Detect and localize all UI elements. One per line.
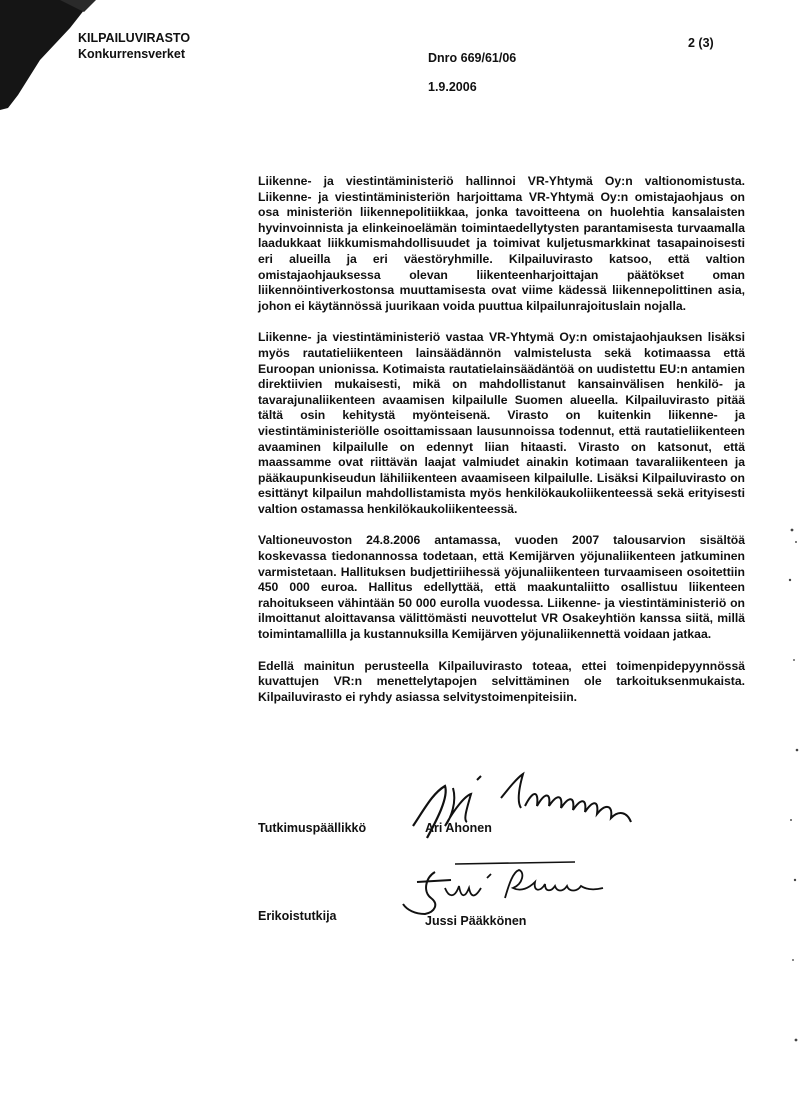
signer-title-2: Erikoistutkija (258, 909, 337, 923)
signer-title-1: Tutkimuspäällikkö (258, 821, 367, 835)
signer-name-1: Ari Ahonen (425, 821, 492, 835)
letter-body (258, 174, 745, 721)
document-number: Dnro 669/61/06 (428, 51, 517, 65)
body-paragraph: Edellä mainitun perusteella Kilpailuvirasto toteaa, ettei toimenpidepyynnössä kuvattujen VR:n menettelytapojen selvittäminen ole tarkoituksenmukaista. Kilpailuvirasto ei ryhdy asiassa selvitystoimenpiteisiin. (258, 658, 745, 704)
body-paragraph: Liikenne- ja viestintäministeriö vastaa VR-Yhtymä Oy:n omistajaohjauksen lisäksi myös rautatieliikenteen lainsäädännön valmistelusta sekä kotimaassa että Euroopan unionissa. Kotimaista rautatielainsäädäntöä on uudistettu EU:n antamien direktiivien mukaisesti, mikä on mahdollistanut kansainvälisen henkilö- ja tavarajunaliikenteen avaamisen kilpailulle Suomen alueella. Kilpailuvirasto pitää tältä osin kehitystä myönteisenä. Virasto on kuitenkin liikenne- ja viestintäministeriölle osoittamissaan lausunnoissa todennut, että rautatieliikenteen avaaminen kilpailulle on edennyt liian hitaasti. Virasto on katsonut, että maassamme ovat riittävän laajat valmiudet ainakin kotimaan tavaraliikenteen ja pääkaupunkiseudun lähiliikenteen avaamiseen kilpailulle. Lisäksi Kilpailuvirasto on esittänyt kilpailun mahdollistamista myös henkilökaukoliikenteessä sekä erityisesti valtion ostamassa henkilökaukoliikenteessä. (258, 330, 745, 516)
scan-edge-noise (778, 520, 800, 1080)
handwritten-signature-2 (395, 858, 615, 918)
org-name-fi: KILPAILUVIRASTO (78, 31, 191, 45)
handwritten-signature-1 (405, 768, 665, 848)
document-date: 1.9.2006 (428, 80, 477, 94)
body-paragraph: Valtioneuvoston 24.8.2006 antamassa, vuoden 2007 talousarvion sisältöä koskevassa tiedonannossa todetaan, että Kemijärven yöjunaliikenteen jatkuminen varmistetaan. Hallituksen budjettiriihessä yöjunaliikenteen turvaamiseen osoitettiin 450 000 euroa. Hallitus edellyttää, että maakuntaliitto osallistuu liikenteen rahoitukseen vähintään 50 000 eurolla vuodessa. Liikenne- ja viestintäministeriö on ilmoittanut aloittavansa välittömästi neuvottelut VR Osakeyhtiön kanssa siitä, millä toimintamallilla ja kustannuksilla Kemijärven yöjunaliikennettä voidaan jatkaa. (258, 533, 745, 642)
organization-header (78, 30, 190, 62)
body-paragraph: Liikenne- ja viestintäministeriö hallinnoi VR-Yhtymä Oy:n valtionomistusta. Liikenne- ja viestintäministeriön harjoittama VR-Yhtymä Oy:n omistajaohjaus on osa ministeriön liikennepolitiikkaa, jonka tavoitteena on huolehtia kansalaisten hyvinvoinnista ja elinkeinoelämän toimintaedellytysten parantamisesta turvaamalla laadukkaat liikkumismahdollisuudet ja toimivat kuljetusmarkkinat tasapainoisesti eri alueilla ja eri väestöryhmille. Kilpailuvirasto katsoo, että valtion omistajaohjauksessa olevan liikenteenharjoittajan päätökset oman liikennöintiverkostonsa muuttamisesta ovat viime kädessä liikennepolittinen asia, johon ei käytännössä juurikaan voida puuttua kilpailunrajoituslain nojalla. (258, 174, 745, 313)
signer-name-2: Jussi Pääkkönen (425, 914, 527, 928)
org-name-sv: Konkurrensverket (78, 47, 185, 61)
page-number: 2 (3) (688, 36, 714, 50)
